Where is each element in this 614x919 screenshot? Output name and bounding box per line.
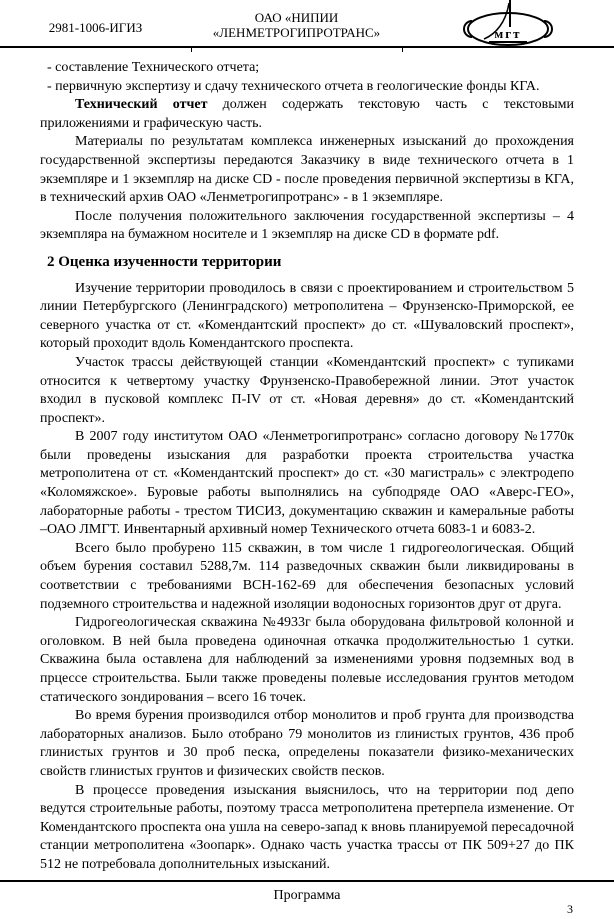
header-column-tick	[402, 48, 403, 52]
document-number: 2981-1006-ИГИЗ	[48, 20, 143, 35]
paragraph-territory-study: Изучение территории проводилось в связи с проектированием и строительством 5 линии Петербургского (Ленинградского) метрополитена – Фрунзенско-Приморской, ее северного участка от ст. «Комендантский проспект» до ст. «Шуваловский проспект», который проходит вдоль Комендантского проспекта.	[40, 280, 574, 352]
footer-title: Программа	[273, 888, 341, 903]
page-number: 3	[567, 902, 573, 916]
organization-name-line2: «ЛЕНМЕТРОГИПРОТРАНС»	[212, 25, 381, 40]
paragraph-bold-rest: должен содержать текстовую часть с текстовыми приложениями и графическую часть.	[40, 97, 574, 131]
paragraph-route-change: В процессе проведения изыскания выяснилось, что на территории под депо ведутся строительные работы, поэтому трасса метрополитена претерпела изменение. От Комендантского проспекта она ушла на северо-запад к вновь планируемой пересадочной станции метрополитена «Зоопарк». Однако часть участка трассы от ПК 509+27 до ПК 512 не потребовала дополнительных изысканий.	[40, 782, 574, 872]
paragraph-hydrogeological-well: Гидрогеологическая скважина №4933г была оборудована фильтровой колонной и оголовком. В ней была проведена одиночная откачка продолжительностью 1 сутки. Скважина была оставлена для наблюдений за изменениями уровня подземных вод в прцессе строительства. Были также проведены полевые исследования грунтов методом статического зондирования – всего 16 точек.	[40, 615, 574, 705]
logo-cell	[402, 0, 614, 46]
paragraph-2007-surveys: В 2007 году институтом ОАО «Ленметрогипротранс» согласно договору №1770к были проведены изыскания для разработки проекта строительства участка метрополитена от ст. «Комендантский проспект» до ст. «30 магистраль» с электродепо «Коломяжское». Буровые работы выполнялись на субподряде ОАО «Аверс-ГЕО», лабораторные работы - трестом ТИСИЗ, документацию скважин и камеральные работы –ОАО ЛМГТ. Инвентарный архивный номер Технического отчета 6083-1 и 6083-2.	[40, 429, 574, 538]
section-heading: 2 Оценка изученности территории	[47, 253, 282, 270]
page-header	[0, 0, 614, 48]
organization-name-cell	[191, 0, 402, 46]
paragraph-materials: Материалы по результатам комплекса инженерных изысканий до прохождения государственной экспертизы передаются Заказчику в виде технического отчета в 1 экземпляре и 1 экземпляр на диске CD - после проведения первичной экспертизы в КГА, в технический архив ОАО «Ленметрогипротранс» - в 1 экземпляре.	[40, 134, 574, 206]
header-column-tick	[191, 48, 192, 52]
paragraph-bold-lead: Технический отчет	[75, 97, 208, 113]
paragraph-boreholes: Всего было пробурено 115 скважин, в том числе 1 гидрогеологическая. Общий объем бурения составил 5288,7м. 114 разведочных скважин были ликвидированы в соответствии с требованиями ВСН-162-69 для обеспечения безопасных условий подземного строительства и надежной изоляции водоносных горизонтов друг от друга.	[40, 540, 574, 612]
page-footer	[0, 880, 614, 904]
paragraph-route-section: Участок трассы действующей станции «Комендантский проспект» с тупиками относится к четвертому участку Фрунзенско-Правобережной линии. Этот участок входил в пусковой комплекс П-IV от ст. «Новая деревня» до ст. «Комендантский проспект».	[40, 354, 574, 426]
list-item-expertise: - первичную экспертизу и сдачу технического отчета в геологические фонды КГА.	[47, 78, 540, 94]
paragraph-copies: После получения положительного заключения государственной экспертизы – 4 экземпляра на бумажном носителе и 1 экземпляр на диске CD в формате pdf.	[40, 208, 574, 243]
logo-text: мгт	[494, 26, 522, 41]
document-body	[40, 59, 574, 875]
lmgt-logo-icon	[460, 0, 556, 47]
organization-name-line1: ОАО «НИПИИ	[254, 10, 339, 25]
document-number-cell	[0, 0, 191, 46]
list-item-report: - составление Технического отчета;	[47, 60, 260, 75]
paragraph-samples: Во время бурения производился отбор монолитов и проб грунта для производства лабораторных анализов. Было отобрано 79 монолитов из глинистых грунтов, 436 проб глинистых грунтов и 30 проб песка, определены показатели физико-механических свойств глинистых грунтов и физических свойств песков.	[40, 708, 574, 779]
paragraph-technical-report	[40, 96, 574, 133]
